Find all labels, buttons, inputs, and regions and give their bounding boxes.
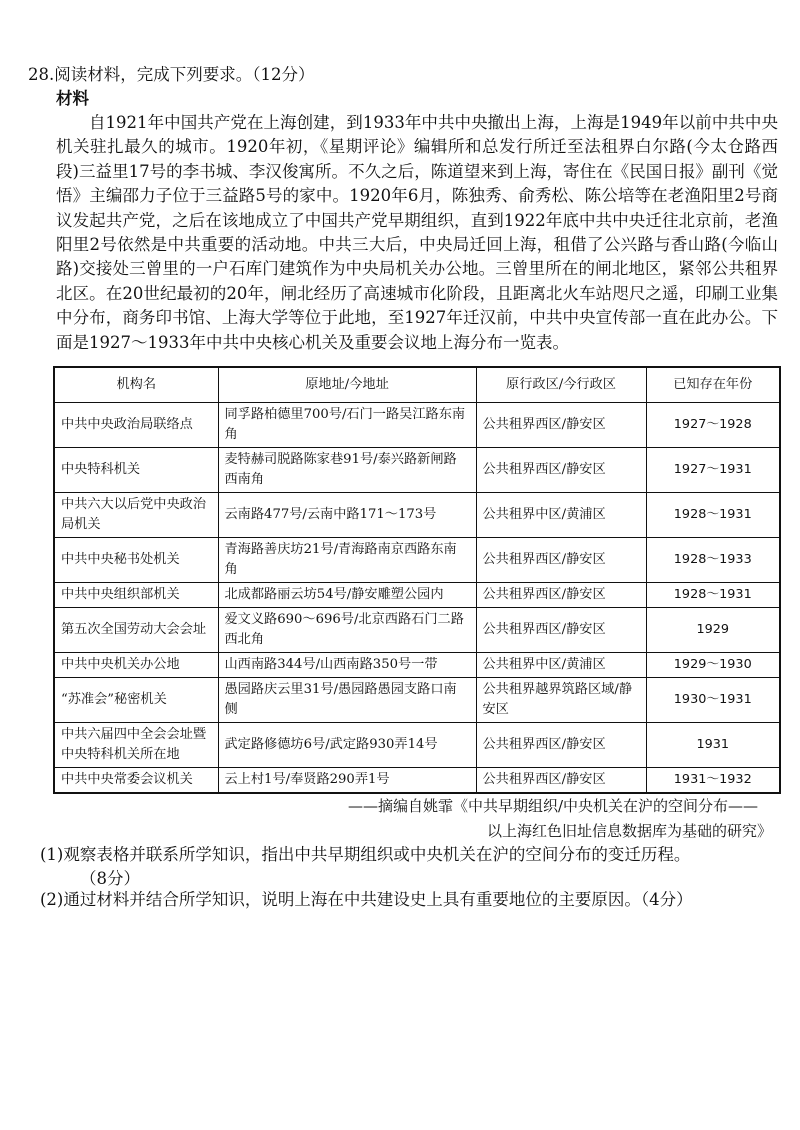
address-cell: 同孚路柏德里700号/石门一路吴江路东南角 <box>218 403 476 448</box>
district-cell: 公共租界中区/黄浦区 <box>476 493 646 538</box>
org-name-cell: 第五次全国劳动大会会址 <box>54 608 218 653</box>
table-row <box>54 723 780 768</box>
org-name-cell: 中央特科机关 <box>54 448 218 493</box>
years-cell: 1928～1933 <box>646 538 780 583</box>
table-row <box>54 608 780 653</box>
org-name-cell: 中共中央常委会议机关 <box>54 768 218 794</box>
header-org-name: 机构名 <box>54 367 218 403</box>
district-cell: 公共租界西区/静安区 <box>476 583 646 608</box>
address-cell: 山西南路344号/山西南路350号一带 <box>218 653 476 678</box>
years-cell: 1930～1931 <box>646 678 780 723</box>
address-cell: 云南路477号/云南中路171～173号 <box>218 493 476 538</box>
source-citation-line2: 以上海红色旧址信息数据库为基础的研究》 <box>486 822 772 840</box>
years-cell: 1927～1931 <box>646 448 780 493</box>
years-cell: 1927～1928 <box>646 403 780 448</box>
address-cell: 青海路善庆坊21号/青海路南京西路东南角 <box>218 538 476 583</box>
material-label: 材料 <box>56 89 89 108</box>
years-cell: 1928～1931 <box>646 583 780 608</box>
district-cell: 公共租界西区/静安区 <box>476 448 646 493</box>
org-name-cell: “苏准会”秘密机关 <box>54 678 218 723</box>
sites-table <box>53 366 781 794</box>
table-row <box>54 653 780 678</box>
org-name-cell: 中共中央组织部机关 <box>54 583 218 608</box>
org-name-cell: 中共中央机关办公地 <box>54 653 218 678</box>
table-header-row <box>54 367 780 403</box>
header-address: 原地址/今地址 <box>218 367 476 403</box>
question-title: 28.阅读材料，完成下列要求。（12分） <box>28 65 315 84</box>
address-cell: 愚园路庆云里31号/愚园路愚园支路口南侧 <box>218 678 476 723</box>
org-name-cell: 中共六届四中全会会址暨中央特科机关所在地 <box>54 723 218 768</box>
district-cell: 公共租界中区/黄浦区 <box>476 653 646 678</box>
org-name-cell: 中共中央政治局联络点 <box>54 403 218 448</box>
table-row <box>54 403 780 448</box>
header-district: 原行政区/今行政区 <box>476 367 646 403</box>
address-cell: 北成都路丽云坊54号/静安雕塑公园内 <box>218 583 476 608</box>
years-cell: 1931 <box>646 723 780 768</box>
years-cell: 1929～1930 <box>646 653 780 678</box>
address-cell: 云上村1号/奉贤路290弄1号 <box>218 768 476 794</box>
org-name-cell: 中共中央秘书处机关 <box>54 538 218 583</box>
district-cell: 公共租界西区/静安区 <box>476 403 646 448</box>
header-years: 已知存在年份 <box>646 367 780 403</box>
subquestion-1-text: (1)观察表格并联系所学知识，指出中共早期组织或中央机关在沪的空间分布的变迁历程。 <box>40 845 691 864</box>
years-cell: 1931～1932 <box>646 768 780 794</box>
address-cell: 武定路修德坊6号/武定路930弄14号 <box>218 723 476 768</box>
subquestion-1-points: （8分） <box>80 869 140 888</box>
table-row <box>54 768 780 794</box>
table-row <box>54 538 780 583</box>
years-cell: 1928～1931 <box>646 493 780 538</box>
district-cell: 公共租界西区/静安区 <box>476 608 646 653</box>
table-row <box>54 493 780 538</box>
source-citation-line1: ——摘编自姚霏《中共早期组织/中央机关在沪的空间分布—— <box>347 797 758 815</box>
subquestion-2: (2)通过材料并结合所学知识，说明上海在中共建设史上具有重要地位的主要原因。（4分） <box>40 890 693 909</box>
district-cell: 公共租界西区/静安区 <box>476 538 646 583</box>
subquestion-1 <box>40 843 782 891</box>
district-cell: 公共租界西区/静安区 <box>476 723 646 768</box>
material-passage: 自1921年中国共产党在上海创建，到1933年中共中央撤出上海，上海是1949年以前中共中央机关驻扎最久的城市。1920年初，《星期评论》编辑所和总发行所迁至法租界白尔路(今太仓路西段)三益里17号的李书城、李汉俊寓所。不久之后，陈道望来到上海，寄住在《民国日报》副刊《觉悟》主编邵力子位于三益路5号的家中。1920年6月，陈独秀、俞秀松、陈公培等在老渔阳里2号商议发起共产党，之后在该地成立了中国共产党早期组织，直到1922年底中共中央迁往北京前，老渔阳里2号依然是中共重要的活动地。中共三大后，中央局迁回上海，租借了公兴路与香山路(今临山路)交接处三曾里的一户石库门建筑作为中央局机关办公地。三曾里所在的闸北地区，紧邻公共租界北区。在20世纪最初的20年，闸北经历了高速城市化阶段，且距离北火车站咫尺之遥，印刷工业集中分布，商务印书馆、上海大学等位于此地，至1927年迁汉前，中共中央宣传部一直在此办公。下面是1927～1933年中共中央核心机关及重要会议地上海分布一览表。 <box>56 113 778 352</box>
district-cell: 公共租界越界筑路区域/静安区 <box>476 678 646 723</box>
district-cell: 公共租界西区/静安区 <box>476 768 646 794</box>
table-row <box>54 583 780 608</box>
table-row <box>54 678 780 723</box>
years-cell: 1929 <box>646 608 780 653</box>
org-name-cell: 中共六大以后党中央政治局机关 <box>54 493 218 538</box>
address-cell: 麦特赫司脱路陈家巷91号/泰兴路新闸路西南角 <box>218 448 476 493</box>
table-row <box>54 448 780 493</box>
address-cell: 爱文义路690～696号/北京西路石门二路西北角 <box>218 608 476 653</box>
